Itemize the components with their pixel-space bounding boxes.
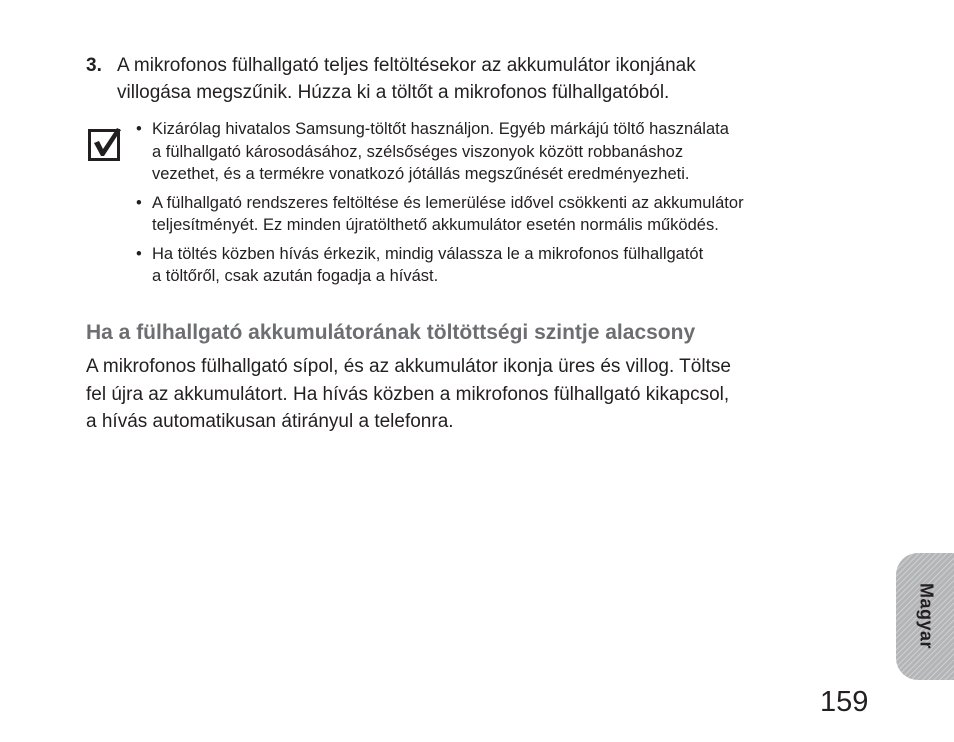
note-line: Ha töltés közben hívás érkezik, mindig válassza le a mikrofonos fülhallgatót <box>152 244 704 263</box>
paragraph-line: fel újra az akkumulátort. Ha hívás közben a mikrofonos fülhallgató kikapcsol, <box>86 383 730 405</box>
note-line: vezethet, és a termékre vonatkozó jótállás megszűnését eredményezheti. <box>152 165 690 183</box>
step-text <box>117 52 846 106</box>
step-text-line: villogása megszűnik. Húzza ki a töltőt a mikrofonos fülhallgatóból. <box>117 82 670 103</box>
step-text-line: A mikrofonos fülhallgató teljes feltöltésekor az akkumulátor ikonjának <box>117 55 696 76</box>
bullet-icon: • <box>136 193 142 212</box>
note-list <box>134 118 864 294</box>
paragraph-line: A mikrofonos fülhallgató sípol, és az akkumulátor ikonja üres és villog. Töltse <box>86 356 731 377</box>
bullet-icon: • <box>136 244 142 263</box>
note-item <box>134 243 864 288</box>
body-paragraph <box>86 353 856 436</box>
note-line: teljesítményét. Ez minden újratölthető akkumulátor esetén normális működés. <box>152 216 719 234</box>
language-tab-label: Magyar <box>916 582 937 650</box>
section-heading: Ha a fülhallgató akkumulátorának töltöttségi szintje alacsony <box>86 321 696 344</box>
note-line: A fülhallgató rendszeres feltöltése és lemerülése idővel csökkenti az akkumulátor <box>152 193 744 212</box>
note-line: a töltőről, csak azután fogadja a hívást. <box>152 267 439 285</box>
bullet-icon: • <box>136 120 142 138</box>
note-item <box>134 118 864 186</box>
paragraph-line: a hívás automatikusan átirányul a telefonra. <box>86 411 454 432</box>
note-line: Kizárólag hivatalos Samsung-töltőt használjon. Egyéb márkájú töltő használata <box>152 120 729 138</box>
checkbox-check-icon <box>88 127 122 161</box>
step-number: 3. <box>86 55 102 76</box>
note-item <box>134 192 864 237</box>
language-tab <box>896 553 954 680</box>
step-3 <box>86 52 846 106</box>
page-number: 159 <box>820 686 869 718</box>
note-line: a fülhallgató károsodásához, szélsőséges viszonyok között robbanáshoz <box>152 142 684 161</box>
